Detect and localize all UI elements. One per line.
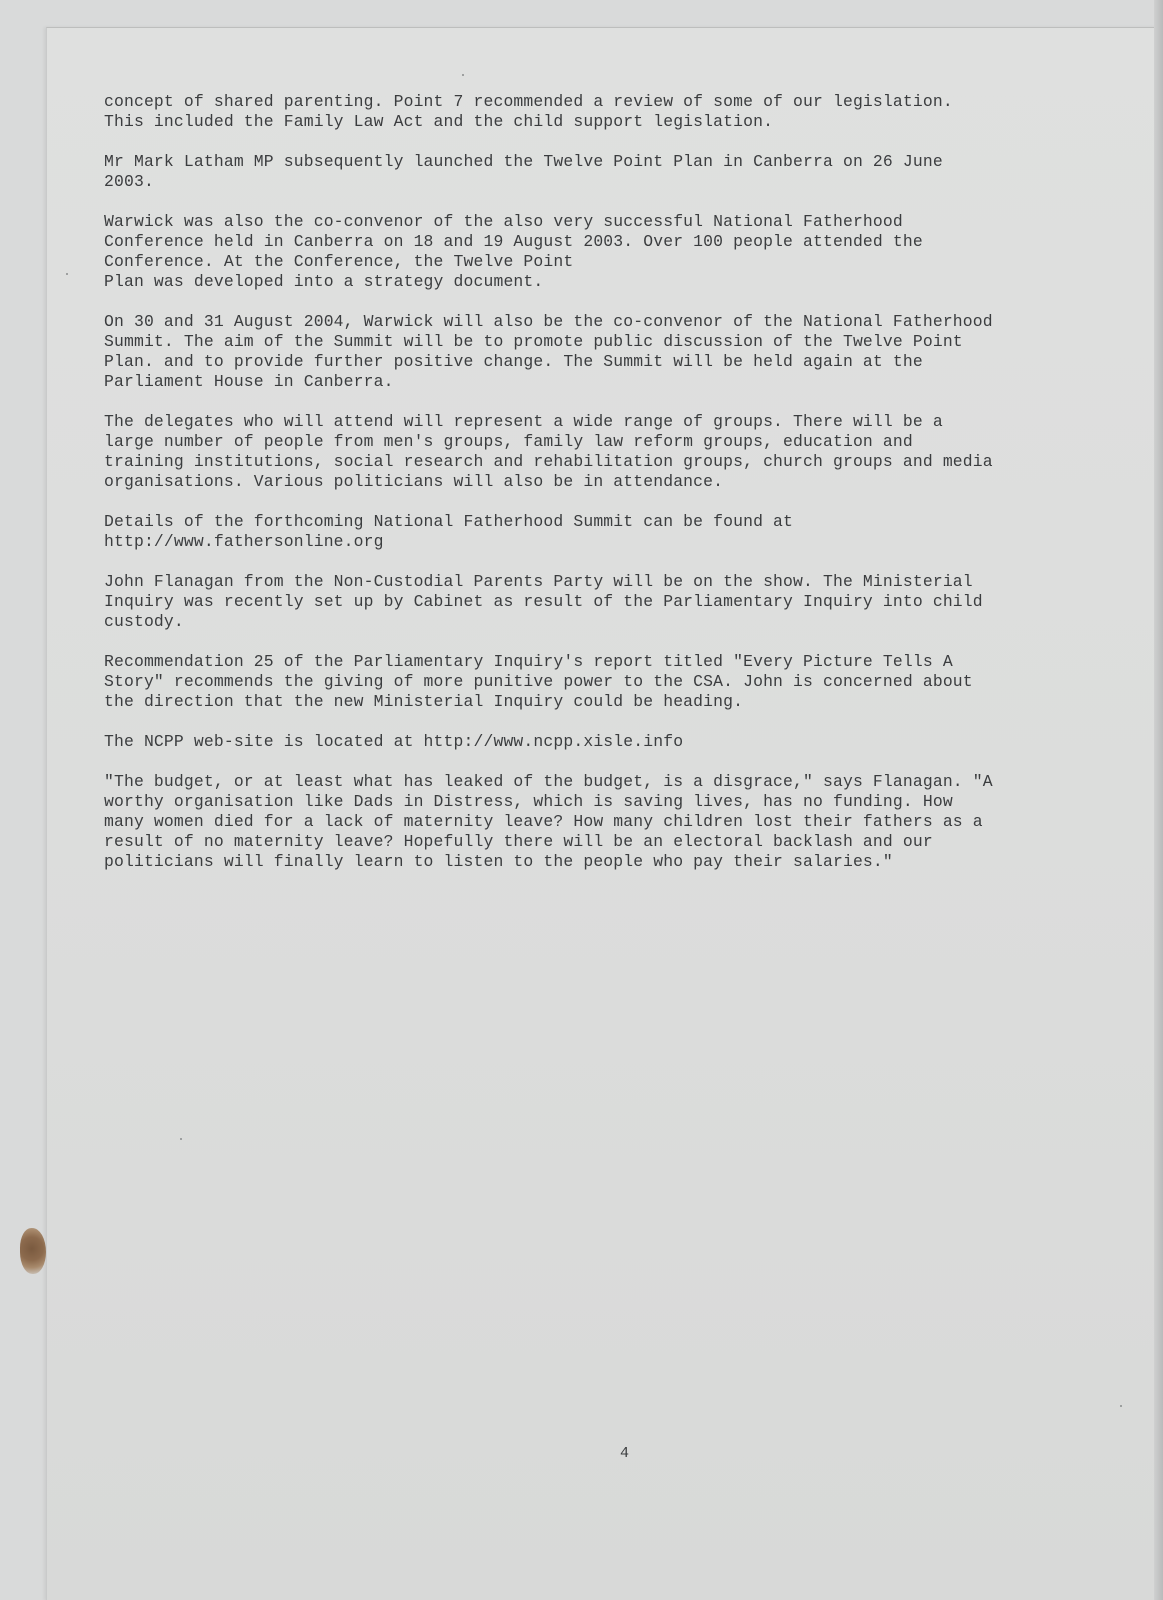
paragraph-ncpp-website: The NCPP web-site is located at http://www.ncpp.xisle.info: [104, 732, 684, 751]
paragraph-shared-parenting: concept of shared parenting. Point 7 recommended a review of some of our legislation. This included the Family Law Act and the child support legislation.: [104, 92, 953, 131]
page-number: 4: [620, 1445, 630, 1462]
dust-speck: [66, 273, 68, 275]
dust-speck: [1120, 1405, 1122, 1407]
paragraph-budget-quote: "The budget, or at least what has leaked of the budget, is a disgrace," says Flanagan. "A worthy organisation like Dads in Distress, which is saving lives, has no funding. How many women died for a lack of maternity leave? How many children lost their fathers as a result of no maternity leave? Hopefully there will be an electoral backlash and our politicians will finally learn to listen to the people who pay their salaries.": [104, 772, 993, 871]
paragraph-fatherhood-conference: Warwick was also the co-convenor of the also very successful National Fatherhood Conference held in Canberra on 18 and 19 August 2003. Over 100 people attended the Conference. At the Conference, the Twelve Point Plan was developed into a strategy document.: [104, 212, 923, 291]
document-body: [104, 92, 1119, 892]
paragraph-fatherhood-summit: On 30 and 31 August 2004, Warwick will also be the co-convenor of the National Fatherhood Summit. The aim of the Summit will be to promote public discussion of the Twelve Point Plan. and to provide further positive change. The Summit will be held again at the Parliament House in Canberra.: [104, 312, 993, 391]
paper-edge: [1154, 0, 1163, 1600]
dust-speck: [180, 1138, 182, 1140]
paragraph-summit-details: Details of the forthcoming National Fatherhood Summit can be found at http://www.fathersonline.org: [104, 512, 794, 551]
dust-speck: [462, 74, 464, 76]
paragraph-delegates: The delegates who will attend will represent a wide range of groups. There will be a large number of people from men's groups, family law reform groups, education and training institutions, social research and rehabilitation groups, church groups and media organisations. Various politicians will also be in attendance.: [104, 412, 993, 491]
paragraph-john-flanagan: John Flanagan from the Non-Custodial Parents Party will be on the show. The Ministerial Inquiry was recently set up by Cabinet as result of the Parliamentary Inquiry into child custody.: [104, 572, 983, 631]
paper-stain: [20, 1228, 46, 1274]
paragraph-recommendation-25: Recommendation 25 of the Parliamentary Inquiry's report titled "Every Picture Tells A Story" recommends the giving of more punitive power to the CSA. John is concerned about the direction that the new Ministerial Inquiry could be heading.: [104, 652, 973, 711]
paragraph-twelve-point-plan-launch: Mr Mark Latham MP subsequently launched the Twelve Point Plan in Canberra on 26 June 2003.: [104, 152, 943, 191]
